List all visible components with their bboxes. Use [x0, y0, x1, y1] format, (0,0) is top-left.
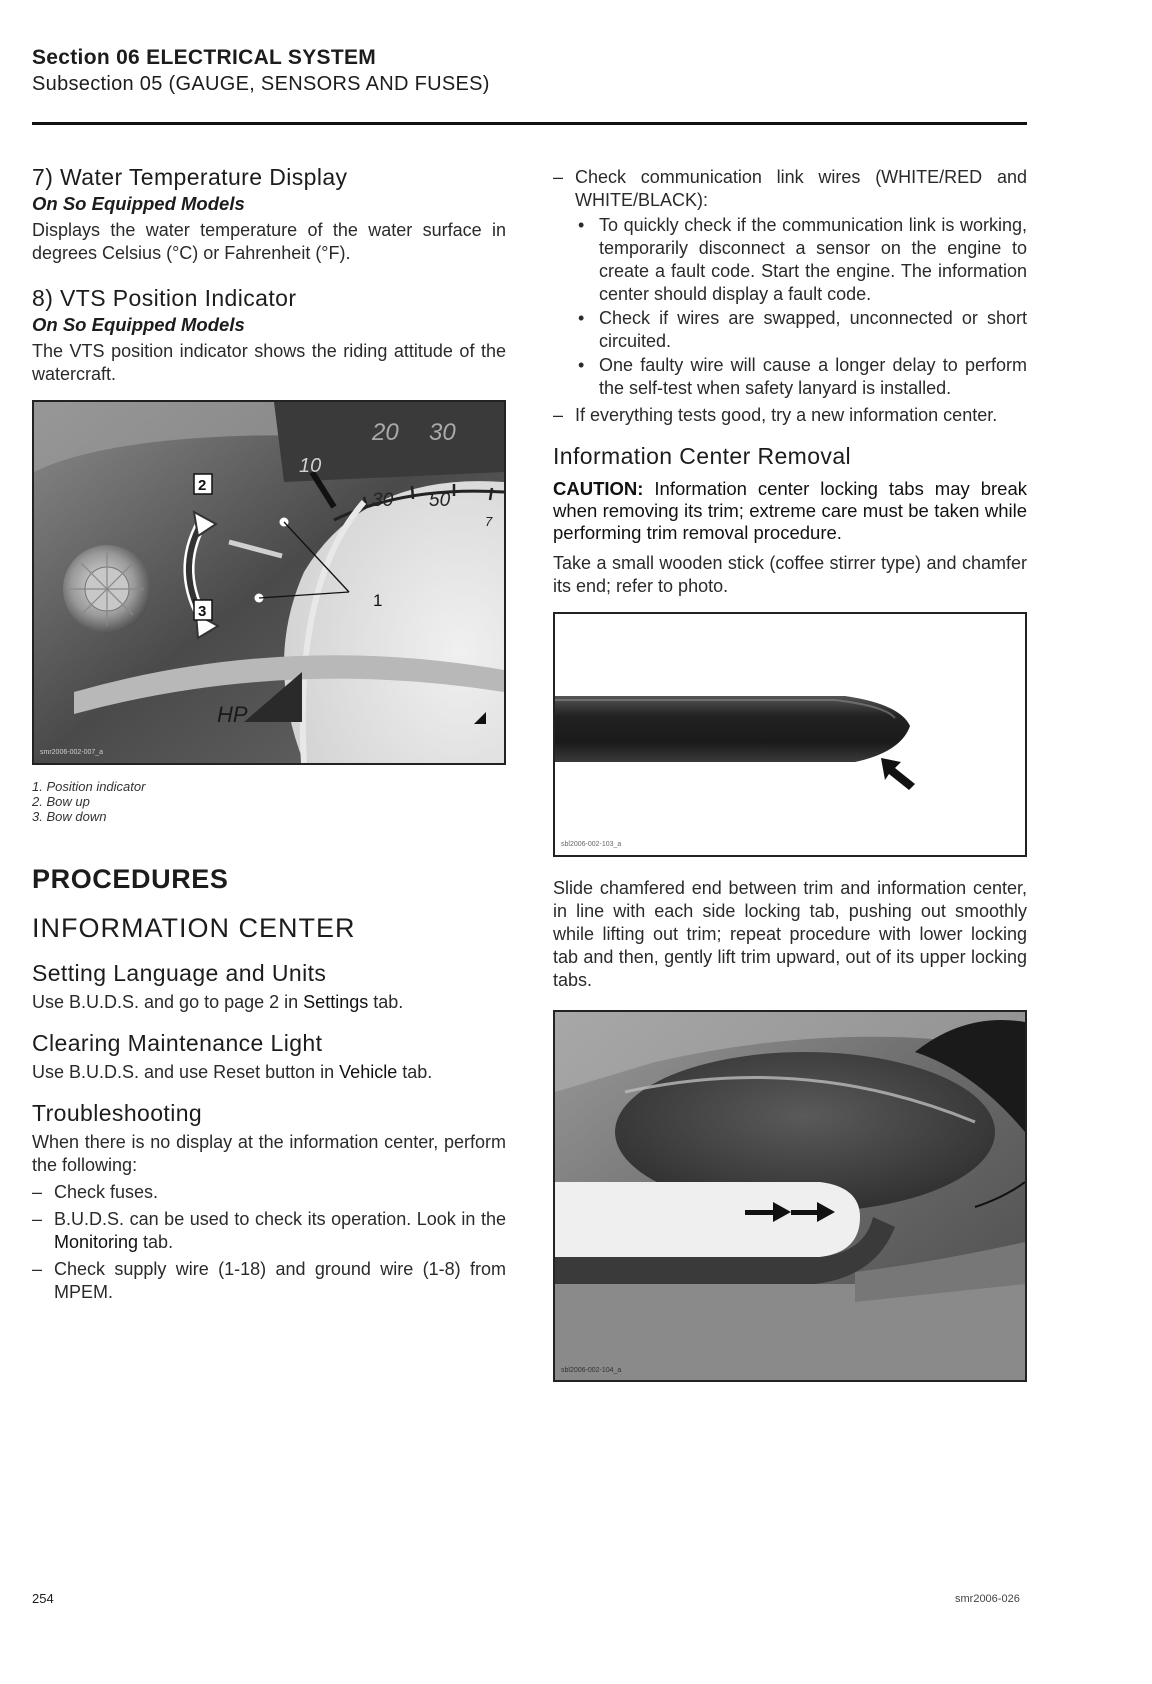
troubleshooting-heading: Troubleshooting	[32, 1100, 203, 1126]
list-item	[32, 1208, 506, 1254]
header-rule	[32, 122, 1027, 125]
figure2-code: sbl2006-002-103_a	[561, 841, 622, 848]
information-center-heading: INFORMATION CENTER	[32, 913, 356, 943]
buds-text-start: B.U.D.S. can be used to check its operation. Look in the	[54, 1209, 506, 1229]
stick-text: Take a small wooden stick (coffee stirrer type) and chamfer its end; refer to photo.	[553, 553, 1027, 596]
wooden-stick-photo	[555, 614, 1025, 855]
callout-1: 1	[373, 591, 383, 610]
monitoring-tab-name: Monitoring	[54, 1232, 139, 1252]
figure1-code: smr2006-002-007_a	[40, 749, 104, 756]
right-column	[553, 166, 1027, 1382]
left-column	[32, 164, 506, 1308]
legend-item-position-indicator: 1. Position indicator	[32, 779, 146, 794]
subsection-title: Subsection 05 (GAUGE, SENSORS AND FUSES)	[32, 73, 490, 95]
removal-heading: Information Center Removal	[553, 443, 852, 469]
list-item: – If everything tests good, try a new information center.	[553, 404, 1027, 427]
troubleshooting-intro: When there is no display at the information center, perform the following:	[32, 1132, 506, 1175]
list-item: • One faulty wire will cause a longer delay to perform the self-test when safety lanyard is installed.	[575, 354, 1027, 400]
water-temp-text: Displays the water temperature of the water surface in degrees Celsius (°C) or Fahrenheit (°F).	[32, 220, 506, 263]
figure1-legend	[32, 779, 506, 824]
slide-text: Slide chamfered end between trim and information center, in line with each side locking tab, pushing out smoothly while lifting out trim; repeat procedure with lower locking tab and then, gently lift trim upward, out of its upper locking tabs.	[553, 878, 1027, 990]
troubleshooting-list	[32, 1181, 506, 1304]
gauge-number-30: 30	[372, 490, 394, 511]
communication-check-list	[553, 166, 1027, 427]
language-text-start: Use B.U.D.S. and go to page 2 in	[32, 992, 304, 1012]
trim-removal-photo	[555, 1012, 1025, 1380]
gauge-number-50: 50	[429, 490, 451, 511]
language-text-end: tab.	[368, 992, 404, 1012]
procedures-heading: PROCEDURES	[32, 864, 229, 894]
list-item	[553, 166, 1027, 400]
water-temp-heading: 7) Water Temperature Display	[32, 164, 348, 190]
vts-gauge-photo	[34, 402, 504, 763]
trim-removal-figure	[553, 1010, 1027, 1382]
list-item: – Check fuses.	[32, 1181, 506, 1204]
vts-text: The VTS position indicator shows the riding attitude of the watercraft.	[32, 341, 506, 384]
caution-text: Information center locking tabs may break when removing its trim; extreme care must be taken while performing trim removal procedure.	[553, 478, 1027, 543]
legend-item-bow-down: 3. Bow down	[32, 809, 107, 824]
section-title: Section 06 ELECTRICAL SYSTEM	[32, 46, 377, 69]
communication-bullets	[575, 214, 1027, 400]
language-heading: Setting Language and Units	[32, 960, 327, 986]
legend-item-bow-up: 2. Bow up	[32, 794, 90, 809]
badge-3: 3	[198, 603, 207, 620]
gauge-number-partial: 7	[485, 514, 493, 529]
settings-tab-name: Settings	[303, 992, 369, 1012]
list-item: • Check if wires are swapped, unconnected or short circuited.	[575, 307, 1027, 353]
vts-model-note: On So Equipped Models	[32, 314, 245, 335]
language-text	[32, 991, 506, 1014]
gauge-hp-label: HP	[217, 702, 248, 727]
maintenance-text	[32, 1061, 506, 1084]
page-header	[32, 46, 1027, 96]
page-number: 254	[32, 1591, 54, 1606]
gauge-number-30-top: 30	[429, 419, 456, 446]
maintenance-heading: Clearing Maintenance Light	[32, 1030, 323, 1056]
vehicle-tab-name: Vehicle	[339, 1062, 398, 1082]
caution-note	[553, 478, 1027, 544]
communication-link-text: Check communication link wires (WHITE/RED and WHITE/BLACK):	[575, 167, 1027, 210]
maintenance-text-start: Use B.U.D.S. and use Reset button in	[32, 1062, 340, 1082]
list-item: – Check supply wire (1-18) and ground wire (1-8) from MPEM.	[32, 1258, 506, 1304]
buds-text-end: tab.	[138, 1232, 174, 1252]
vts-heading: 8) VTS Position Indicator	[32, 285, 297, 311]
document-code: smr2006-026	[955, 1593, 1020, 1605]
caution-label: CAUTION:	[553, 478, 644, 499]
figure3-code: sbl2006-002-104_a	[561, 1367, 622, 1374]
list-item: • To quickly check if the communication link is working, temporarily disconnect a sensor on the engine to create a fault code. Start the engine. The information center should display a fault code.	[575, 214, 1027, 306]
maintenance-text-end: tab.	[397, 1062, 433, 1082]
wooden-stick-figure	[553, 612, 1027, 857]
gauge-number-10: 10	[299, 455, 322, 477]
water-temp-model-note: On So Equipped Models	[32, 193, 245, 214]
badge-2: 2	[198, 477, 207, 494]
vts-gauge-figure	[32, 400, 506, 765]
gauge-number-20: 20	[372, 419, 399, 446]
